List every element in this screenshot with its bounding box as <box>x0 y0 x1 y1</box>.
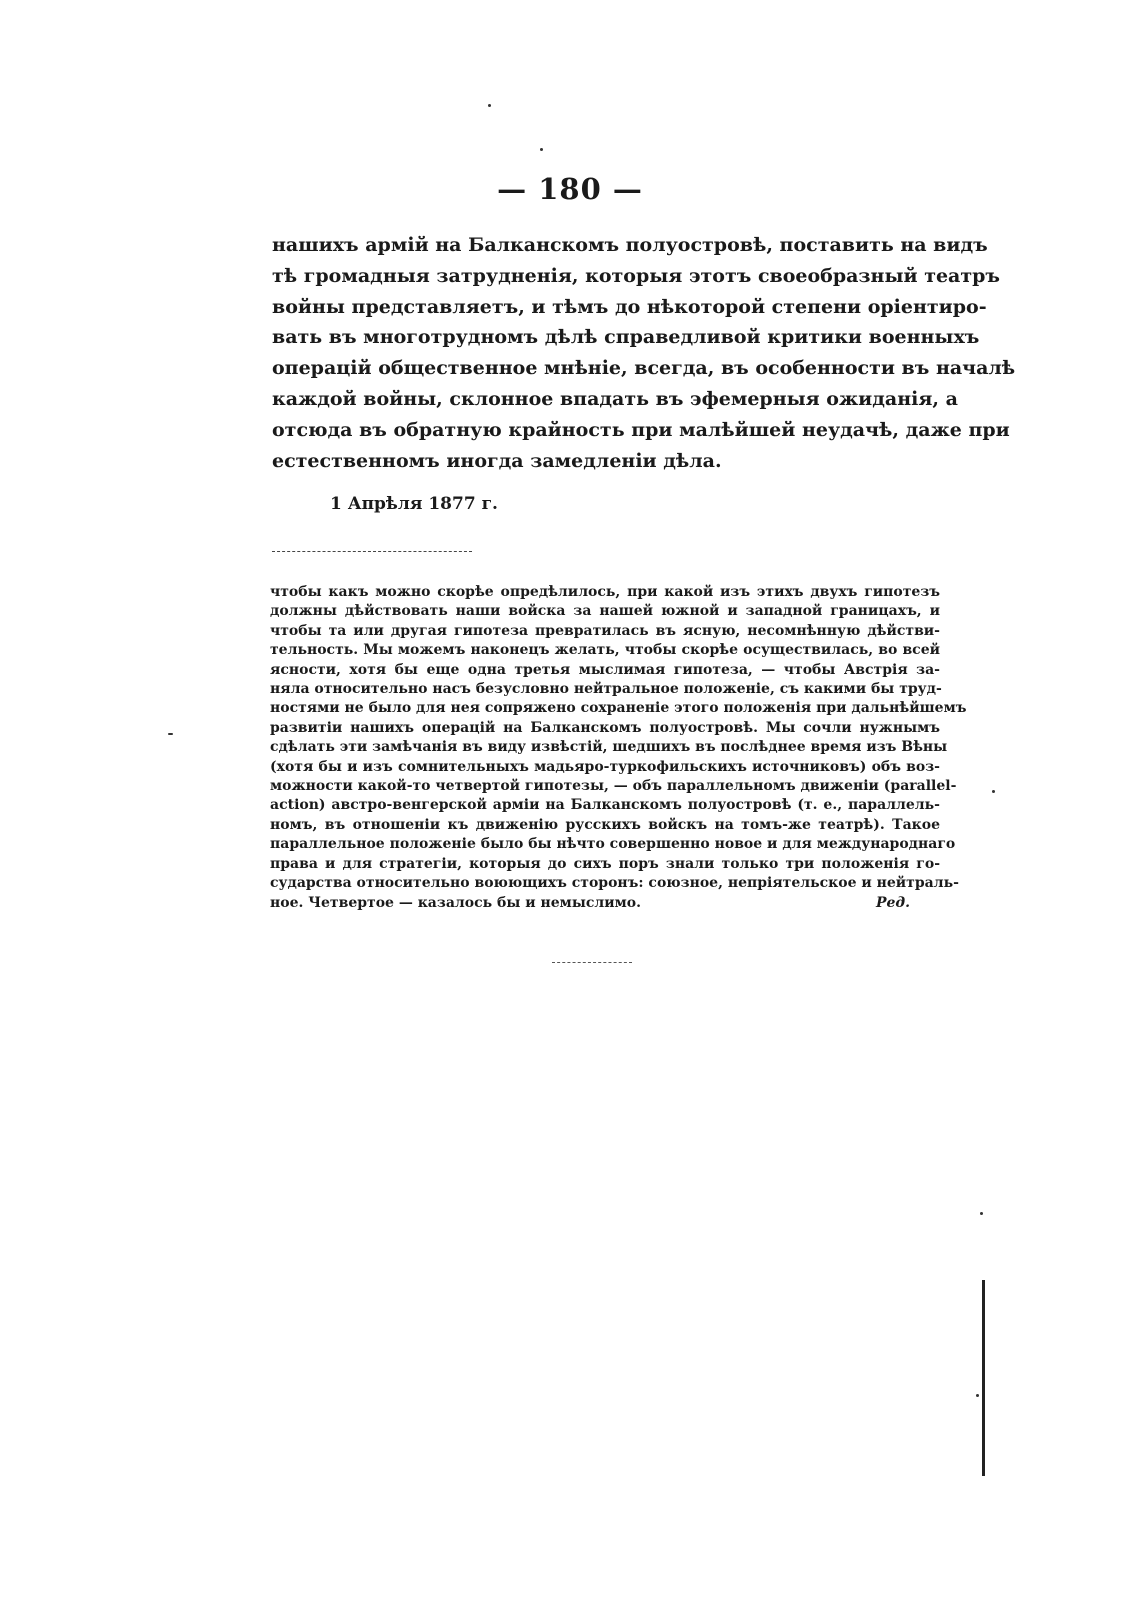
page-number: — 180 — <box>497 172 643 206</box>
footnote <box>270 583 967 913</box>
date-line: 1 Апрѣля 1877 г. <box>330 494 498 514</box>
footnote-line-text: ное. Четвертое — казалось бы и немыслимо. <box>270 894 641 911</box>
footnote-line: параллельное положеніе было бы нѣчто совершенно новое и для международнаго <box>270 836 956 853</box>
scan-edge-mark <box>982 1280 985 1476</box>
footnote-line: должны дѣйствовать наши войска за нашей южной и западной границахъ, и <box>270 603 940 620</box>
footnote-line: (хотя бы и изъ сомнительныхъ мадьяро-туркофильскихъ источниковъ) объ воз- <box>270 758 940 775</box>
text-line: естественномъ иногда замедленіи дѣла. <box>272 449 722 472</box>
footnote-line: чтобы та или другая гипотеза превратилась въ ясную, несомнѣнную дѣйстви- <box>270 622 940 639</box>
end-divider <box>552 962 632 963</box>
footnote-line: развитіи нашихъ операцій на Балканскомъ полуостровѣ. Мы сочли нужнымъ <box>270 719 940 736</box>
footnote-line: тельность. Мы можемъ наконецъ желать, чтобы скорѣе осуществилась, во всей <box>270 642 940 659</box>
footnote-line: няла относительно насъ безусловно нейтральное положеніе, съ какими бы труд- <box>270 681 942 698</box>
footnote-line: ностями не было для нея сопряжено сохраненіе этого положенія при дальнѣйшемъ <box>270 700 967 717</box>
text-line: вать въ многотрудномъ дѣлѣ справедливой критики военныхъ <box>272 326 980 349</box>
text-line: операцій общественное мнѣніе, всегда, въ особенности въ началѣ <box>272 357 1016 380</box>
footnote-line: можности какой-то четвертой гипотезы, — объ параллельномъ движеніи (parallel- <box>270 778 957 795</box>
footnote-line: ясности, хотя бы еще одна третья мыслимая гипотеза, — чтобы Австрія за- <box>270 661 940 678</box>
footnote-line: чтобы какъ можно скорѣе опредѣлилось, при какой изъ этихъ двухъ гипотезъ <box>270 584 940 600</box>
text-line: нашихъ армій на Балканскомъ полуостровѣ, поставить на видъ <box>272 234 988 256</box>
editor-signature: Ред. <box>875 894 910 911</box>
footnote-divider <box>272 551 472 552</box>
footnote-line: сударства относительно воюющихъ сторонъ: союзное, непріятельское и нейтраль- <box>270 875 959 892</box>
footnote-line: сдѣлать эти замѣчанія въ виду извѣстій, шедшихъ въ послѣднее время изъ Вѣны <box>270 739 948 756</box>
text-line: каждой войны, склонное впадать въ эфемерныя ожиданія, а <box>272 387 958 410</box>
scan-speck <box>992 790 995 793</box>
footnote-line: номъ, въ отношеніи къ движенію русскихъ войскъ на томъ-же театрѣ). Такое <box>270 816 940 833</box>
text-line: тѣ громадныя затрудненія, которыя этотъ своеобразный театръ <box>272 264 1001 287</box>
main-paragraph <box>272 230 1016 476</box>
scan-speck <box>540 148 543 151</box>
footnote-line: action) австро-венгерской арміи на Балканскомъ полуостровѣ (т. е., параллель- <box>270 797 940 814</box>
scan-speck <box>168 733 173 735</box>
text-line: войны представляетъ, и тѣмъ до нѣкоторой степени оріентиро- <box>272 295 987 318</box>
scan-speck <box>980 1212 983 1215</box>
scan-speck <box>488 104 491 107</box>
footnote-line-last <box>270 894 940 913</box>
footnote-line: права и для стратегіи, которыя до сихъ поръ знали только три положенія го- <box>270 855 940 872</box>
text-line: отсюда въ обратную крайность при малѣйшей неудачѣ, даже при <box>272 418 1010 441</box>
scan-speck <box>976 1394 979 1397</box>
